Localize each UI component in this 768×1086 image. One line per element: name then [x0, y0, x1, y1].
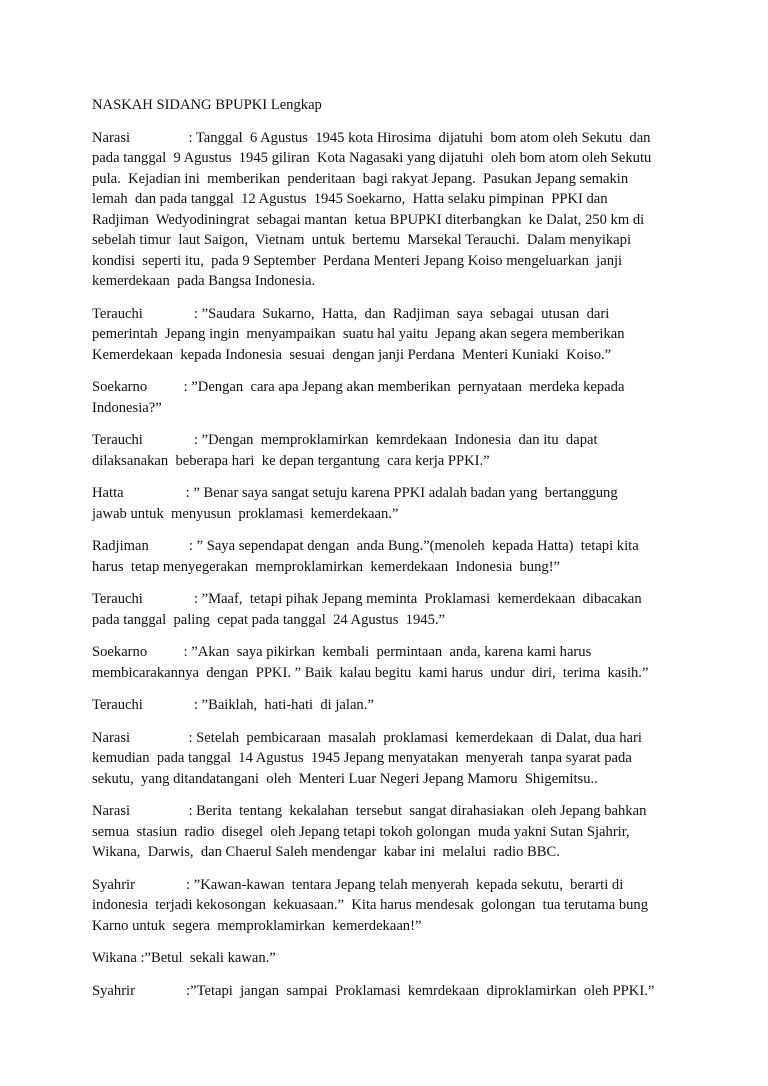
paragraph-line: membicarakannya dengan PPKI. ” Baik kalau begitu kami harus undur diri, terima kasih.” [92, 664, 649, 681]
script-paragraph [92, 801, 684, 863]
script-paragraph [92, 875, 684, 937]
paragraph-line: Soekarno : ”Akan saya pikirkan kembali permintaan anda, karena kami harus [92, 644, 592, 660]
script-paragraph [92, 642, 684, 683]
paragraph-line: dilaksanakan beberapa hari ke depan tergantung cara kerja PPKI.” [92, 452, 490, 469]
script-paragraph [92, 304, 684, 366]
script-paragraph [92, 430, 684, 471]
paragraph-line: Narasi : Tanggal 6 Agustus 1945 kota Hirosima dijatuhi bom atom oleh Sekutu dan [92, 129, 651, 146]
paragraph-line: jawab untuk menyusun proklamasi kemerdekaan.” [92, 505, 399, 522]
script-paragraph [92, 948, 684, 969]
paragraph-line: Radjiman : ” Saya sependapat dengan anda Bung.”(menoleh kepada Hatta) tetapi kita [92, 538, 639, 554]
script-paragraph [92, 728, 684, 790]
paragraph-line: kondisi seperti itu, pada 9 September Perdana Menteri Jepang Koiso mengeluarkan janji [92, 252, 623, 269]
paragraph-line: Terauchi : ”Maaf, tetapi pihak Jepang meminta Proklamasi kemerdekaan dibacakan [92, 591, 642, 607]
paragraph-line: Radjiman Wedyodiningrat sebagai mantan ketua BPUPKI diterbangkan ke Dalat, 250 km di [92, 211, 645, 228]
script-paragraph [92, 695, 684, 716]
document-title: NASKAH SIDANG BPUPKI Lengkap [92, 97, 322, 113]
paragraph-line: sebelah timur laut Saigon, Vietnam untuk bertemu Marsekal Terauchi. Dalam menyikapi [92, 232, 632, 248]
document-body [92, 95, 684, 1013]
paragraph-line: sekutu, yang ditandatangani oleh Menteri Luar Negeri Jepang Mamoru Shigemitsu.. [92, 770, 598, 787]
paragraph-line: pada tanggal paling cepat pada tanggal 24 Agustus 1945.” [92, 611, 445, 628]
paragraph-line: lemah dan pada tanggal 12 Agustus 1945 Soekarno, Hatta selaku pimpinan PPKI dan [92, 191, 608, 207]
paragraph-line: Hatta : ” Benar saya sangat setuju karena PPKI adalah badan yang bertanggung [92, 485, 618, 501]
paragraph-line: Wikana, Darwis, dan Chaerul Saleh mendengar kabar ini melalui radio BBC. [92, 844, 560, 860]
paragraph-line: Indonesia?” [92, 399, 162, 416]
paragraph-line: kemudian pada tanggal 14 Agustus 1945 Jepang menyatakan menyerah tanpa syarat pada [92, 750, 632, 766]
script-paragraph [92, 536, 684, 577]
paragraph-line: Syahrir : ”Kawan-kawan tentara Jepang telah menyerah kepada sekutu, berarti di [92, 876, 624, 893]
paragraph-line: Terauchi : ”Baiklah, hati-hati di jalan.” [92, 697, 374, 713]
script-paragraph [92, 483, 684, 524]
paragraph-line: Terauchi : ”Dengan memproklamirkan kemrdekaan Indonesia dan itu dapat [92, 432, 598, 448]
script-paragraph [92, 981, 684, 1002]
paragraph-line: Karno untuk segera memproklamirkan kemerdekaan!” [92, 917, 422, 934]
paragraph-line: Syahrir :”Tetapi jangan sampai Proklamasi kemrdekaan diproklamirkan oleh PPKI.” [92, 982, 655, 999]
paragraph-line: Narasi : Berita tentang kekalahan tersebut sangat dirahasiakan oleh Jepang bahkan [92, 803, 647, 819]
paragraph-line: Wikana :”Betul sekali kawan.” [92, 950, 276, 966]
paragraph-line: Soekarno : ”Dengan cara apa Jepang akan memberikan pernyataan merdeka kepada [92, 379, 625, 395]
script-paragraphs [92, 128, 684, 1002]
paragraph-line: kemerdekaan pada Bangsa Indonesia. [92, 273, 316, 289]
paragraph-line: pada tanggal 9 Agustus 1945 giliran Kota Nagasaki yang dijatuhi oleh bom atom oleh Sekutu [92, 150, 652, 166]
script-paragraph [92, 128, 684, 292]
paragraph-line: indonesia terjadi kekosongan kekuasaan.” Kita harus mendesak golongan tua terutama bung [92, 897, 649, 913]
script-paragraph [92, 377, 684, 418]
paragraph-line: pula. Kejadian ini memberikan penderitaan bagi rakyat Jepang. Pasukan Jepang semakin [92, 170, 629, 187]
paragraph-line: Narasi : Setelah pembicaraan masalah proklamasi kemerdekaan di Dalat, dua hari [92, 729, 642, 746]
paragraph-line: harus tetap menyegerakan memproklamirkan kemerdekaan Indonesia bung!” [92, 558, 561, 575]
script-paragraph [92, 589, 684, 630]
paragraph-line: Kemerdekaan kepada Indonesia sesuai dengan janji Perdana Menteri Kuniaki Koiso.” [92, 346, 612, 363]
paragraph-line: pemerintah Jepang ingin menyampaikan suatu hal yaitu Jepang akan segera memberikan [92, 326, 625, 342]
paragraph-line: Terauchi : ”Saudara Sukarno, Hatta, dan Radjiman saya sebagai utusan dari [92, 305, 610, 322]
paragraph-line: semua stasiun radio disegel oleh Jepang tetapi tokoh golongan muda yakni Sutan Sjahrir, [92, 823, 630, 840]
